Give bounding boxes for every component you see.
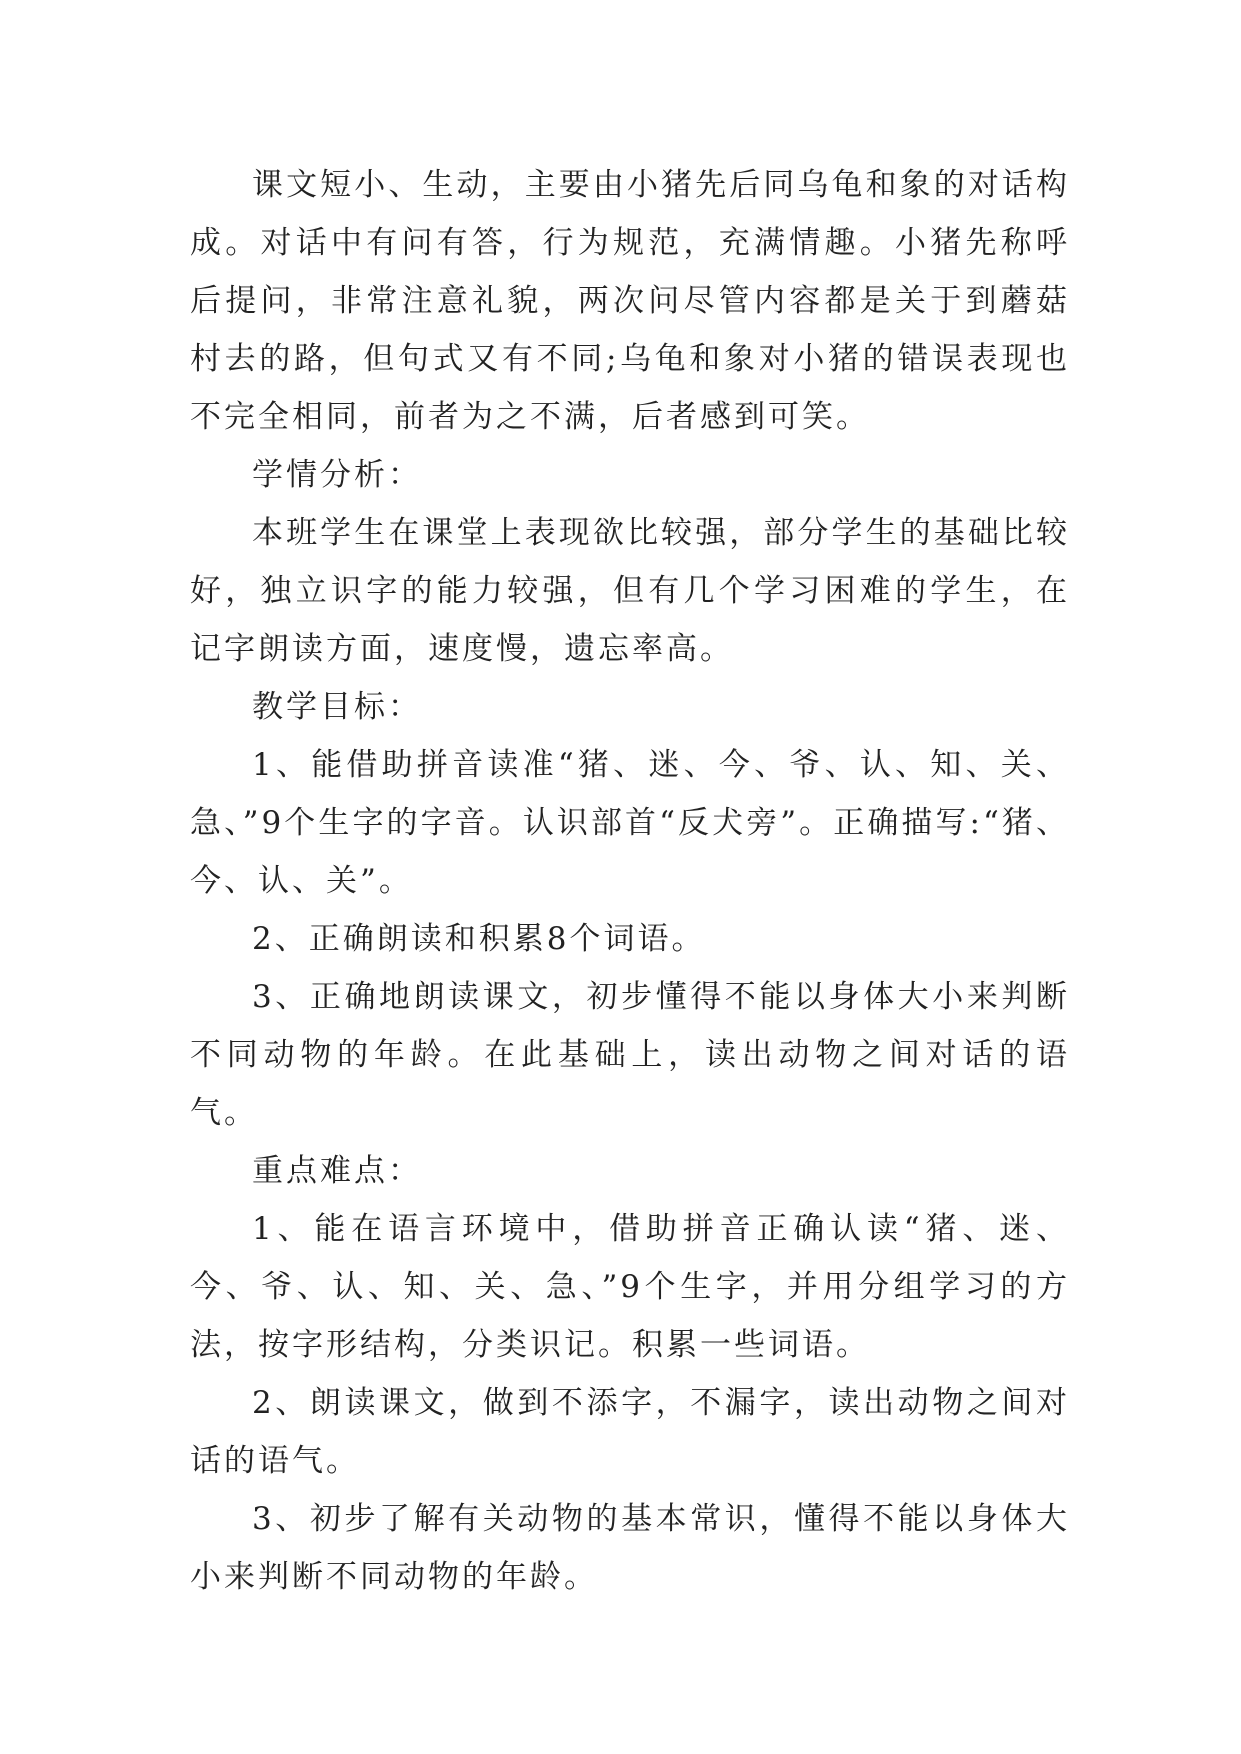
paragraph-goal-3: 3、正确地朗读课文，初步懂得不能以身体大小来判断不同动物的年龄。在此基础上，读出动物之间对话的语气。 [190,979,1070,1131]
heading-student-analysis: 学情分析： [252,457,422,493]
heading-teaching-goals: 教学目标： [252,689,422,725]
paragraph-difficulty-2: 2、朗读课文，做到不添字，不漏字，读出动物之间对话的语气。 [190,1385,1070,1479]
paragraph-difficulty-1: 1、能在语言环境中，借助拼音正确认读“猪、迷、今、爷、认、知、关、急、”9个生字，并用分组学习的方法，按字形结构，分类识记。积累一些词语。 [190,1211,1070,1363]
paragraph-difficulty-3: 3、初步了解有关动物的基本常识，懂得不能以身体大小来判断不同动物的年龄。 [190,1501,1070,1595]
paragraph-goal-1: 1、能借助拼音读准“猪、迷、今、爷、认、知、关、急、”9个生字的字音。认识部首“反犬旁”。正确描写:“猪、今、认、关”。 [190,747,1070,899]
paragraph-goal-2: 2、正确朗读和积累8个词语。 [252,921,706,957]
heading-key-difficulties: 重点难点： [252,1153,422,1189]
paragraph-lesson-overview: 课文短小、生动，主要由小猪先后同乌龟和象的对话构成。对话中有问有答，行为规范，充满情趣。小猪先称呼后提问，非常注意礼貌，两次问尽管内容都是关于到蘑菇村去的路，但句式又有不同;乌龟和象对小猪的错误表现也不完全相同，前者为之不满，后者感到可笑。 [190,167,1070,435]
paragraph-student-analysis: 本班学生在课堂上表现欲比较强，部分学生的基础比较好，独立识字的能力较强，但有几个学习困难的学生，在记字朗读方面，速度慢，遗忘率高。 [190,515,1070,667]
document-body [190,156,1070,1606]
